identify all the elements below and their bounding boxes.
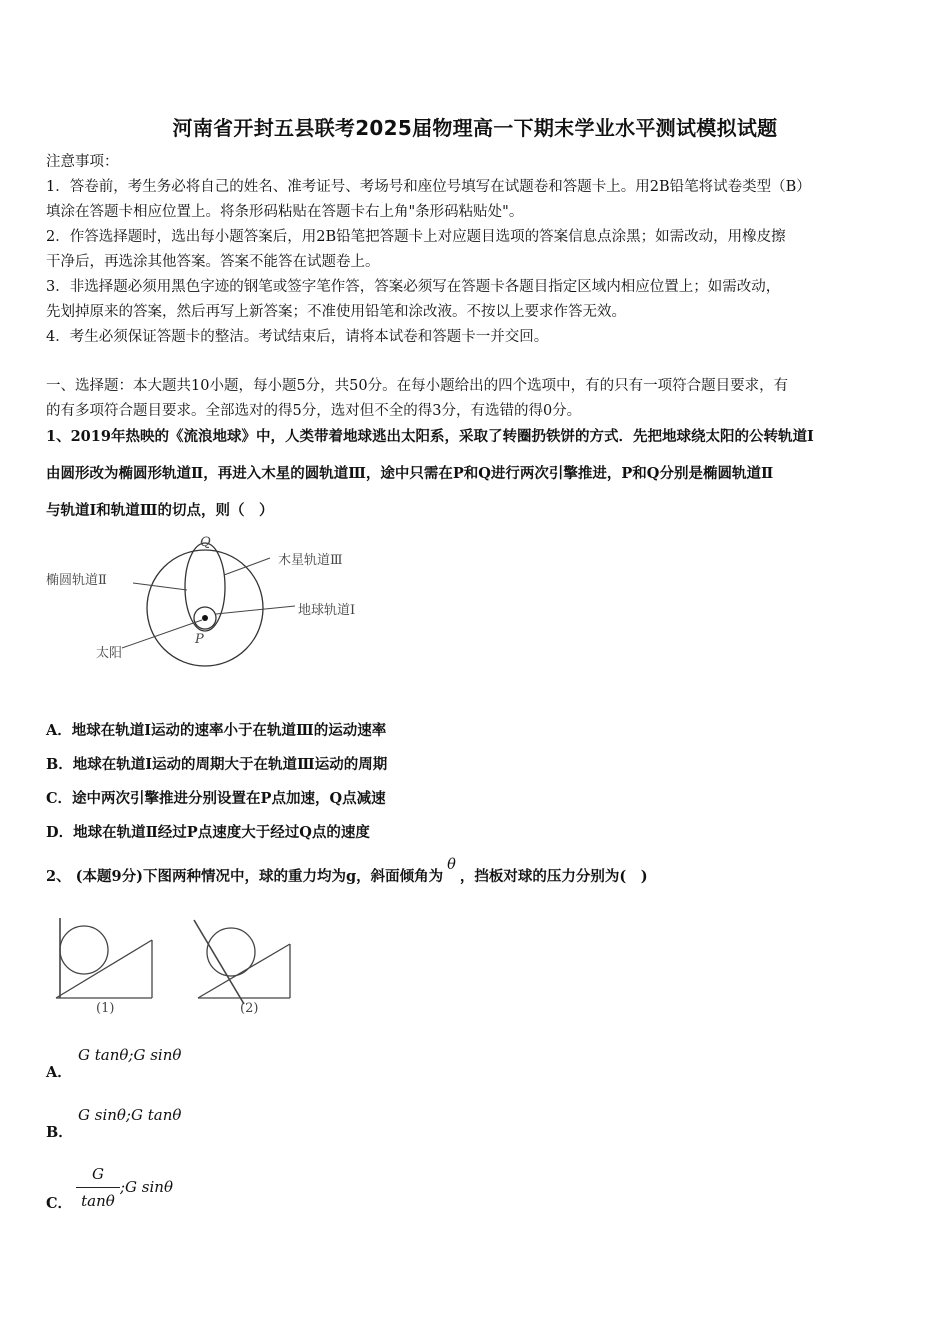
fig1-label: (1) xyxy=(96,1001,115,1016)
sun-icon xyxy=(202,615,208,621)
q2-option-b-formula: G sinθ;G tanθ xyxy=(78,1106,182,1124)
orbit-diagram xyxy=(40,530,400,700)
option-text: 地球在轨道Ⅰ运动的速率小于在轨道Ⅲ的运动速率 xyxy=(71,722,387,739)
fig2-incline xyxy=(198,944,290,998)
option-letter: D． xyxy=(46,824,74,841)
fig2-baffle xyxy=(194,920,244,1004)
leader-orbit1 xyxy=(216,606,295,614)
q2-stem xyxy=(46,857,916,886)
page-title: 河南省开封五县联考2025届物理高一下期末学业水平测试模拟试题 xyxy=(172,116,778,140)
fig2-label: (2) xyxy=(240,1001,259,1016)
label-orbit1: 地球轨道Ⅰ xyxy=(298,603,356,618)
q1-option-b[interactable] xyxy=(46,753,387,774)
fig1-ball xyxy=(60,926,108,974)
fraction-bar xyxy=(76,1187,120,1188)
notice-heading: 注意事项： xyxy=(46,154,119,170)
q1-stem-line-2: 由圆形改为椭圆形轨道Ⅱ，再进入木星的圆轨道Ⅲ，途中只需在P和Q进行两次引擎推进，P和Q分别是椭圆轨道Ⅱ xyxy=(46,465,774,482)
label-orbit3: 木星轨道Ⅲ xyxy=(278,553,343,568)
option-letter: C． xyxy=(46,790,73,807)
option-letter: B． xyxy=(46,756,73,773)
q1-option-d[interactable] xyxy=(46,821,370,842)
q2-option-c-rest: ;G sinθ xyxy=(120,1178,173,1196)
option-text: 地球在轨道Ⅰ运动的周期大于在轨道Ⅲ运动的周期 xyxy=(72,756,388,773)
label-orbit2: 椭圆轨道Ⅱ xyxy=(46,573,107,588)
q2-option-a-formula: G tanθ;G sinθ xyxy=(78,1046,182,1064)
leader-sun xyxy=(122,620,202,648)
notice-line-4: 干净后，再选涂其他答案。答案不能答在试题卷上。 xyxy=(46,254,380,270)
leader-orbit3 xyxy=(224,558,270,575)
q1-stem-line-3: 与轨道Ⅰ和轨道Ⅲ的切点，则（ ） xyxy=(46,502,274,519)
q2-stem-part1: 2、 (本题9分)下图两种情况中，球的重力均为g，斜面倾角为 xyxy=(46,868,444,885)
option-letter: A． xyxy=(46,1064,72,1081)
notice-line-7: 4．考生必须保证答题卡的整洁。考试结束后，请将本试卷和答题卡一并交回。 xyxy=(46,329,549,345)
label-sun: 太阳 xyxy=(96,646,123,661)
option-letter: A． xyxy=(46,722,72,739)
leader-orbit2 xyxy=(133,583,187,590)
q1-stem-line-1: 1、2019年热映的《流浪地球》中，人类带着地球逃出太阳系，采取了转圈扔铁饼的方式．先把地球绕太阳的公转轨道Ⅰ xyxy=(46,428,814,445)
option-text: 地球在轨道Ⅱ经过P点速度大于经过Q点的速度 xyxy=(73,824,370,841)
q2-stem-part2: ，挡板对球的压力分别为( ) xyxy=(459,868,648,885)
notice-line-3: 2．作答选择题时，选出每小题答案后，用2B铅笔把答题卡上对应题目选项的答案信息点涂黑；如需改动，用橡皮擦 xyxy=(46,229,786,245)
incline-figures xyxy=(48,912,308,1022)
q1-option-a[interactable] xyxy=(46,719,386,740)
q2-option-a[interactable] xyxy=(46,1061,72,1082)
option-letter: C． xyxy=(46,1195,73,1212)
section-intro-line-1: 一、选择题：本大题共10小题，每小题5分，共50分。在每小题给出的四个选项中，有的只有一项符合题目要求，有 xyxy=(46,378,789,394)
q2-option-c-numerator: G xyxy=(92,1165,104,1183)
section-intro-line-2: 的有多项符合题目要求。全部选对的得5分，选对但不全的得3分，有选错的得0分。 xyxy=(46,403,582,419)
label-p: P xyxy=(195,632,204,647)
q2-option-b[interactable] xyxy=(46,1121,73,1142)
notice-line-5: 3．非选择题必须用黑色字迹的钢笔或签字笔作答，答案必须写在答题卡各题目指定区域内相应位置上；如需改动， xyxy=(46,279,781,295)
q1-option-c[interactable] xyxy=(46,787,386,808)
notice-line-1: 1．答卷前，考生务必将自己的姓名、准考证号、考场号和座位号填写在试题卷和答题卡上。用2B铅笔将试卷类型（B） xyxy=(46,179,811,195)
option-text: 途中两次引擎推进分别设置在P点加速，Q点减速 xyxy=(72,790,386,807)
notice-line-2: 填涂在答题卡相应位置上。将条形码粘贴在答题卡右上角"条形码粘贴处"。 xyxy=(46,204,524,220)
option-letter: B． xyxy=(46,1124,73,1141)
fig2-ball xyxy=(207,928,255,976)
q2-option-c[interactable] xyxy=(46,1192,72,1213)
q2-option-c-denominator: tanθ xyxy=(81,1192,115,1210)
theta-symbol: θ xyxy=(447,857,456,873)
notice-line-6: 先划掉原来的答案，然后再写上新答案；不准使用铅笔和涂改液。不按以上要求作答无效。 xyxy=(46,304,626,320)
label-q: Q xyxy=(200,535,211,550)
